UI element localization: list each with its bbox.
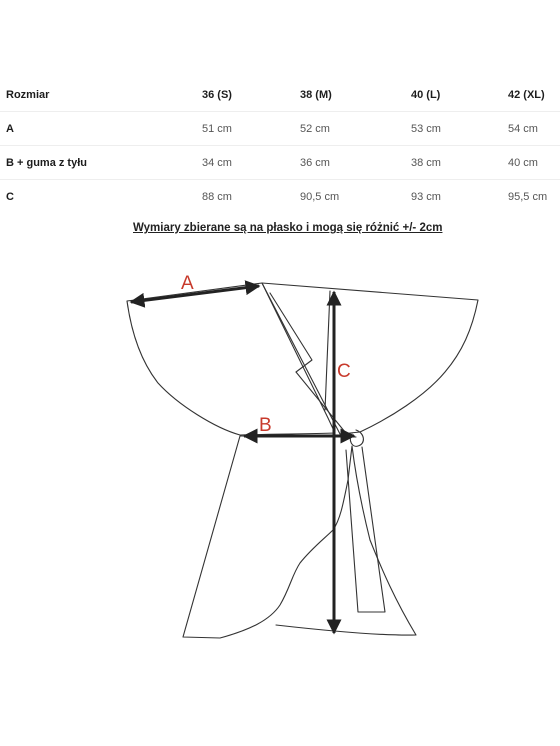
measure-b-label: B — [259, 415, 272, 436]
header-size-40: 40 (L) — [411, 78, 508, 112]
table-cell: 54 cm — [508, 112, 560, 146]
size-table — [0, 78, 560, 213]
back-neck-line — [325, 291, 330, 410]
table-cell: 53 cm — [411, 112, 508, 146]
table-cell: 93 cm — [411, 190, 441, 203]
table-cell: 34 cm — [202, 146, 300, 180]
table-cell: 40 cm — [508, 146, 560, 180]
measure-c-label: C — [337, 361, 351, 382]
neckline-outline — [270, 293, 312, 372]
table-cell: 88 cm — [202, 190, 232, 203]
table-cell: 52 cm — [300, 112, 411, 146]
header-size-36: 36 (S) — [202, 78, 300, 112]
skirt-outline — [183, 436, 416, 638]
measurement-note: Wymiary zbierane są na płasko i mogą się różnić +/- 2cm — [133, 222, 443, 234]
garment-diagram — [0, 250, 560, 650]
header-size: Rozmiar — [0, 78, 202, 112]
right-sleeve-outline — [262, 283, 478, 434]
row-label-b: B + guma z tyłu — [0, 146, 202, 180]
table-cell: 95,5 cm — [508, 190, 548, 203]
belt-tie — [346, 447, 385, 612]
size-table-header-row — [0, 78, 560, 112]
header-size-42: 42 (XL) — [508, 78, 560, 112]
table-row — [0, 146, 560, 180]
table-row — [0, 180, 560, 214]
table-cell: 36 cm — [300, 146, 411, 180]
row-label-a: A — [0, 112, 202, 146]
left-sleeve-outline — [127, 283, 335, 435]
table-cell: 90,5 cm — [300, 190, 340, 203]
row-label-c: C — [6, 190, 14, 203]
table-row — [0, 112, 560, 146]
measure-a-label: A — [181, 273, 194, 294]
garment-outline — [127, 283, 478, 638]
measure-a-arrow — [131, 286, 259, 302]
table-cell: 51 cm — [202, 112, 300, 146]
table-cell: 38 cm — [411, 146, 508, 180]
header-size-38: 38 (M) — [300, 78, 411, 112]
